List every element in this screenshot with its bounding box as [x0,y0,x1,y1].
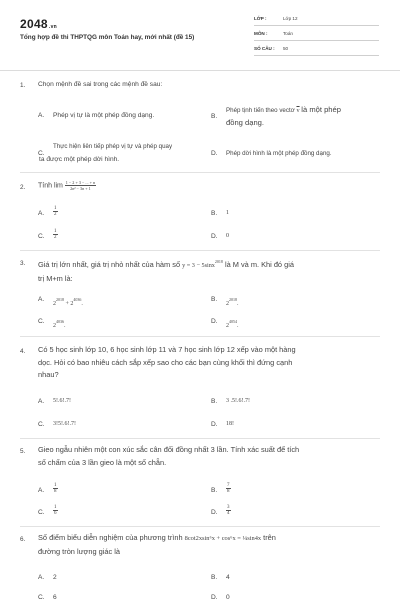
option-text-line2: ta được một phép dời hình. [39,156,120,163]
vector-symbol: $\overline{v}$ [296,107,300,114]
option-text: Phép dời hình là một phép đồng dạng. [226,150,332,157]
option-label: A. [38,210,45,217]
meta-subject-value: Toán [283,31,293,36]
option-label: C. [38,594,45,600]
option-text: Phép tịnh tiến theo vectơ [226,107,295,114]
question-number: 1. [20,82,26,89]
option-label: B. [211,296,218,303]
option-text: 3 .5!.6!.7! [226,398,250,404]
option-text: 6 [53,594,57,600]
header [0,0,400,70]
option-label: C. [38,318,45,325]
question-divider [20,438,380,439]
option-label: D. [211,233,218,240]
question-text: Chọn mệnh đề sai trong các mệnh đề sau: [38,81,163,88]
question-number: 2. [20,184,26,191]
option-label: A. [38,574,45,581]
question-number: 6. [20,536,26,543]
question-number: 3. [20,260,26,267]
option-text: 18! [226,421,234,427]
option-label: D. [211,594,218,600]
option-label: D. [211,421,218,428]
option-text: 0 [226,233,229,239]
question-number: 4. [20,348,26,355]
option-label: B. [211,113,218,120]
question-number: 5. [20,448,26,455]
option-fraction: $\frac{1}{8}$ [54,483,57,494]
option-text: 3!5!.6!.7! [53,421,76,427]
option-label: D. [211,150,218,157]
option-text-line2: đồng dạng. [226,118,265,127]
option-label: A. [38,296,45,303]
option-label: A. [38,112,45,119]
option-label: A. [38,487,45,494]
question-divider [20,336,380,337]
meta-class-value: Lớp 12 [283,16,298,21]
option-label: B. [211,210,218,217]
option-label: C. [38,509,45,516]
option-label: B. [211,487,218,494]
page-title: Tổng hợp đề thi THPTQG môn Toán hay, mới nhất (đề 15) [20,34,195,41]
equation: 8cot2xsin⁶x + cos⁶x = ¼sin4x [184,535,262,542]
option-fraction: $\frac{7}{8}$ [227,483,230,494]
option-label: D. [211,509,218,516]
question-divider [20,172,380,173]
limit-fraction: $\frac{1 - 2 + 3 - ... + n}{\text{2n² − 3n + 1}}$ [65,180,96,191]
meta-subject-label: MÔN : [254,31,268,36]
option-label: C. [38,233,45,240]
question-divider [20,526,380,527]
option-text: 1 [226,210,229,216]
option-label: D. [211,318,218,325]
option-label: B. [211,574,218,581]
option-fraction: $\frac{1}{2}$ [54,229,57,240]
option-fraction: $\frac{1}{2}$ [54,206,57,217]
question-text: Có 5 học sinh lớp 10, 6 học sinh lớp 11 và 7 học sinh lớp 12 xếp vào một hàng dọc. Hỏi có bao nhiêu cách sắp xếp sao cho các bạn cùng khối thì đứng cạnh nhau? [38,345,296,379]
option-text: Phép vị tự là một phép đồng dạng. [53,112,155,119]
exam-page: 2048.vn Tổng hợp đề thi THPTQG môn Toán hay, mới nhất (đề 15) LỚP : Lớp 12 MÔN : Toán SỐ CÂU : 50 1. Chọn mệnh đề sai trong các mệnh đề sau: A. Phép vị tự là một phép đồng dạng. B. Phép tịnh tiến theo vectơ $\overline{v}$ là một phép đồng dạng. C. Thực hiện liên tiếp phép vị tự và phép quay ta được một phép dời hình. D. Phép dời hình là một phép đồng dạng. 2. Tính lim $\frac{1 - 2 + 3 - ... + n}{\text{2n² − 3n + 1}}$ A. $\frac{1}{2}$ B. 1 C. $\frac{1}{2}$ D. 0 3. Giá trị lớn nhất, giá trị nhỏ nhất của hàm số y = 3 − 5sinx$^{2018}$ là M và m. Khi đó giá trị M+m là: A. $2^{2018} + 2^{4036}$. B. $2^{2018}$. C. $2^{4036}$. D. $2^{4054}$. 4. Có 5 học sinh lớp 10, 6 học sinh lớp 11 và 7 học sinh lớp 12 xếp vào một hàng dọc. Hỏi có bao nhiêu cách sắp xếp sao cho các bạn cùng khối thì đứng cạnh nhau? A. 5!.6!.7! B. 3 .5!.6!.7! C. 3!5!.6!.7! D. 18! 5. Gieo ngẫu nhiên một con xúc sắc cân đối đồng nhất 3 lần. Tính xác suất để tích số chấm của 3 lần gieo là một số chẵn. A. $\frac{1}{8}$ B. $\frac{7}{8}$ C. $\frac{1}{6}$ D. $\frac{3}{4}$ 6. Số điểm biểu diễn nghiệm của phương trình 8cot2xsin⁶x + cos⁶x = ¼sin4x trên đường tròn lượng giác là A. 2 B. 4 C. 6 D. 0 [0,0,400,600]
meta-class [254,14,379,26]
site-logo[interactable]: 2048.vn [20,17,58,31]
meta-count [254,44,379,56]
option-label: B. [211,398,218,405]
option-text: 4 [226,574,230,581]
meta-count-value: 50 [283,46,289,51]
option-fraction: $\frac{3}{4}$ [227,505,230,516]
option-text: 0 [226,594,230,600]
option-text: 2 [53,574,57,581]
question-text: Số điểm biểu diễn nghiệm của phương trình 8cot2xsin⁶x + cos⁶x = ¼sin4x trên đường tròn lượng giác là [38,533,276,556]
option-text: Thực hiện liên tiếp phép vị tự và phép quay [53,143,173,150]
option-text: 5!.6!.7! [53,398,71,404]
meta-count-label: SỐ CÂU : [254,46,275,51]
meta-class-label: LỚP : [254,16,267,21]
option-text: là một phép [301,105,341,114]
option-label: C. [38,421,45,428]
question-text: Giá trị lớn nhất, giá trị nhỏ nhất của hàm số y = 3 − 5sinx$^{2018}$ là M và m. Khi đó giá trị M+m là: [38,259,294,283]
question-text: Tính lim $\frac{1 - 2 + 3 - ... + n}{\text{2n² − 3n + 1}}$ [38,180,96,191]
header-divider [0,70,400,71]
meta-subject [254,29,379,41]
option-label: A. [38,398,45,405]
question-text: Gieo ngẫu nhiên một con xúc sắc cân đối đồng nhất 3 lần. Tính xác suất để tích số chấm của 3 lần gieo là một số chẵn. [38,445,300,467]
question-divider [20,250,380,251]
option-fraction: $\frac{1}{6}$ [54,505,57,516]
option-label: C. [38,150,45,157]
